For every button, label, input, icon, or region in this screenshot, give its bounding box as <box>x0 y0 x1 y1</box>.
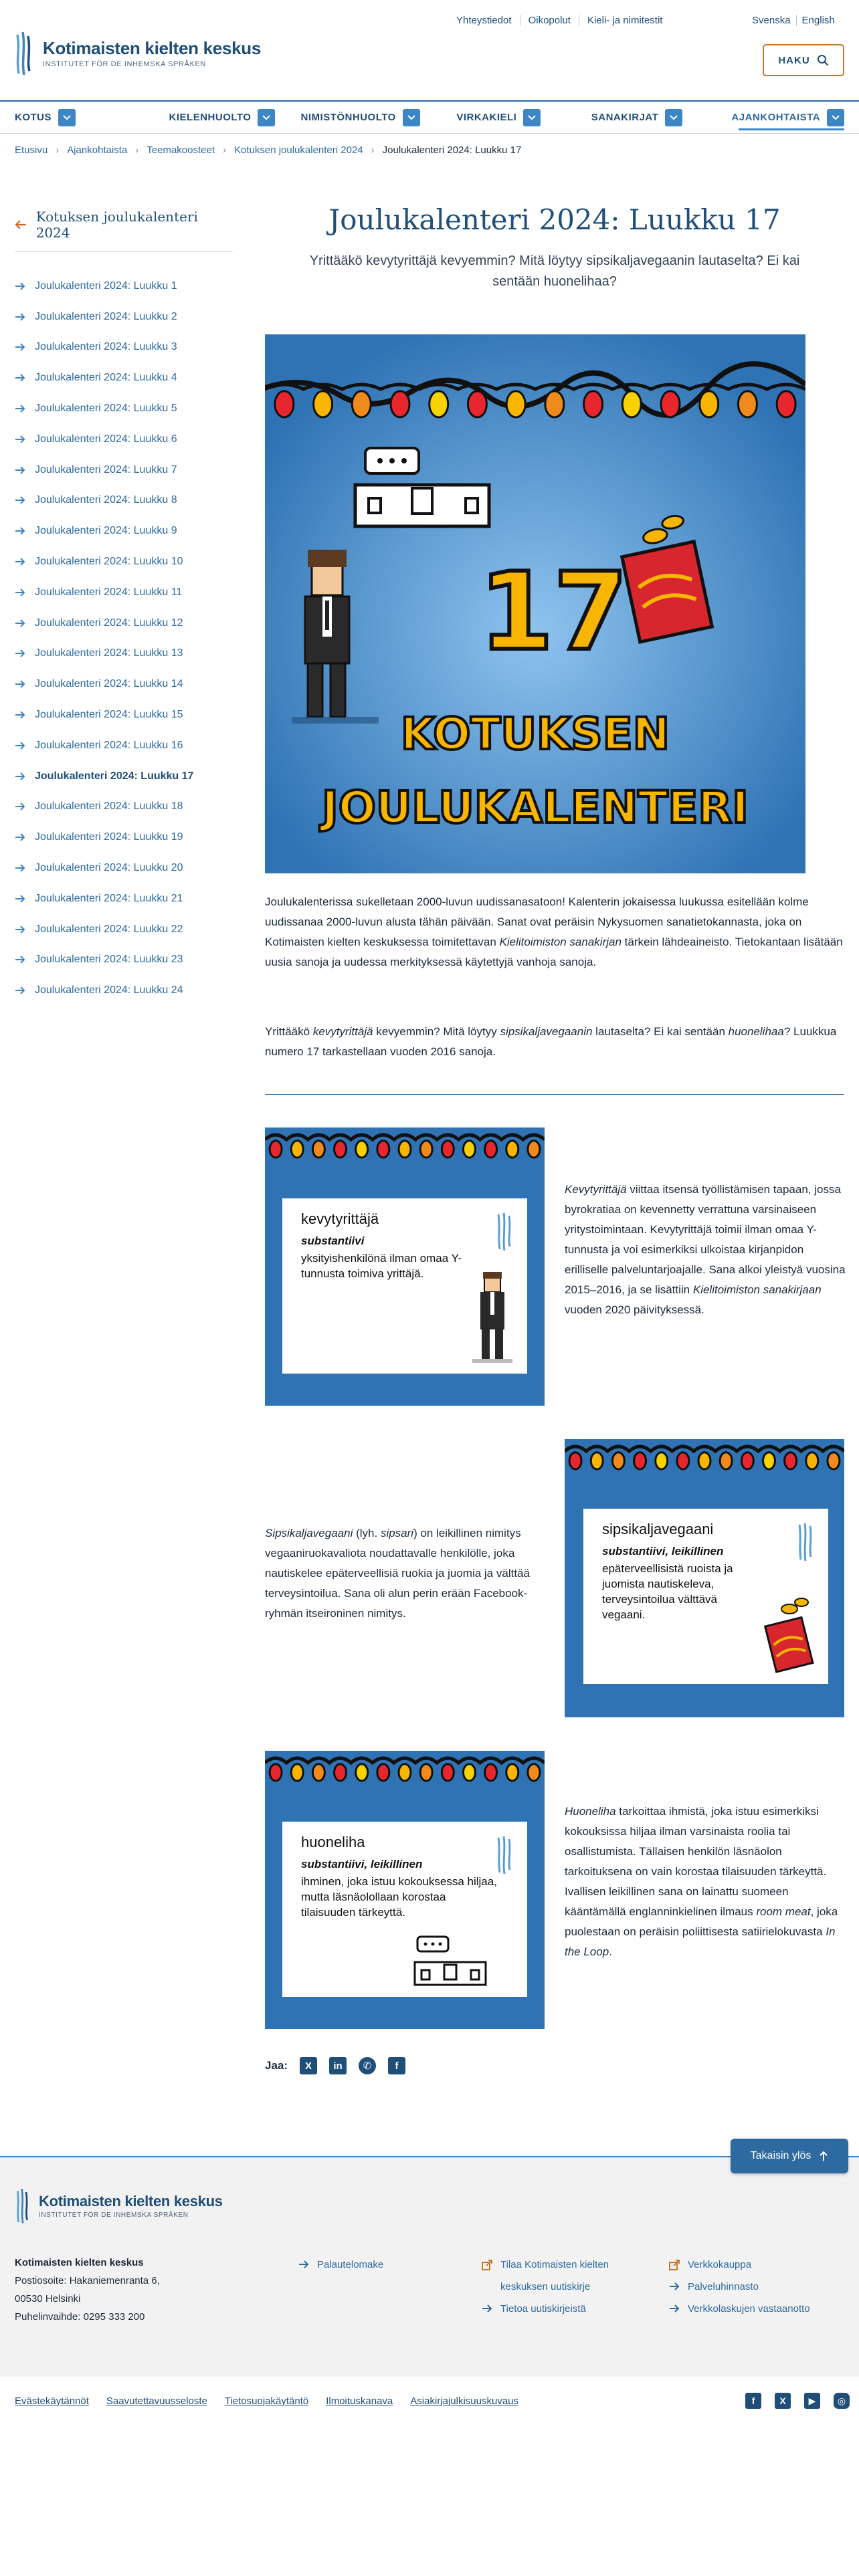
intro-paragraph-1 <box>265 892 844 972</box>
word-part-of-speech: substantiivi, leikillinen <box>602 1545 724 1558</box>
arrow-right-icon <box>15 925 25 934</box>
text-segment: Yrittääkö <box>265 1025 313 1038</box>
word-title: huoneliha <box>301 1834 365 1850</box>
light-bulb <box>420 1764 432 1781</box>
sidebar-item-label: Joulukalenteri 2024: Luukku 10 <box>35 556 183 568</box>
sidebar-item-label: Joulukalenteri 2024: Luukku 16 <box>35 739 183 751</box>
sidebar-item[interactable] <box>15 577 233 608</box>
nav-kielenhuolto[interactable] <box>153 102 292 133</box>
string-lights-decoration <box>265 1751 545 1818</box>
sidebar-item[interactable] <box>15 792 233 823</box>
intro-paragraph-2 <box>265 1022 844 1062</box>
light-bulb <box>270 1764 282 1781</box>
sidebar-item-label: Joulukalenteri 2024: Luukku 19 <box>35 831 183 843</box>
arrow-right-icon <box>15 496 25 505</box>
link-cookies[interactable]: Evästekäytännöt <box>15 2395 89 2407</box>
hero-line1: KOTUKSEN <box>401 708 670 760</box>
lang-english[interactable]: English <box>796 15 840 26</box>
arrow-right-icon <box>15 588 25 597</box>
chevron-right-icon: › <box>223 144 226 156</box>
breadcrumb-home[interactable]: Etusivu <box>15 144 48 156</box>
arrow-right-icon <box>15 649 25 658</box>
light-bulb <box>335 1141 347 1158</box>
sidebar-item[interactable] <box>15 975 233 1006</box>
footer-link-newsletter-info[interactable] <box>482 2298 609 2320</box>
footer-link-label: keskuksen uutiskirje <box>500 2281 591 2292</box>
back-to-top-label: Takaisin ylös <box>750 2150 812 2161</box>
nav-label: KIELENHUOLTO <box>169 112 252 123</box>
sidebar-item-label: Joulukalenteri 2024: Luukku 5 <box>35 403 177 415</box>
light-bulb <box>291 1141 303 1158</box>
light-bulb <box>391 391 409 417</box>
light-bulb <box>700 391 719 417</box>
sidebar-item[interactable] <box>15 271 233 302</box>
sidebar-item[interactable] <box>15 424 233 455</box>
site-logo[interactable] <box>15 29 261 76</box>
sidebar-item[interactable] <box>15 730 233 761</box>
light-bulb <box>468 391 486 417</box>
light-bulb <box>622 391 641 417</box>
chevron-down-icon <box>403 109 420 126</box>
word-part-of-speech: substantiivi <box>301 1235 365 1247</box>
site-footer <box>0 2156 859 2377</box>
sidebar-item-label: Joulukalenteri 2024: Luukku 12 <box>35 617 183 629</box>
chevron-down-icon <box>258 109 275 126</box>
light-bulb <box>506 1141 518 1158</box>
sidebar-item[interactable] <box>15 853 233 883</box>
sidebar-item[interactable] <box>15 393 233 424</box>
breadcrumb-current: Joulukalenteri 2024: Luukku 17 <box>382 144 522 156</box>
word-definition: yksityishenkilönä ilman omaa Y-tunnusta toimiva yrittäjä. <box>301 1252 462 1280</box>
text-segment: ) on leikillinen nimitys vegaaniruokavaliota noudattavalle henkilölle, joka nautiskelee epäterveellisiä ruokia ja juomia ja välttää terveysintoilua. Sana oli alun perin erään Facebook-ryhmän itseironinen nimitys. <box>265 1527 530 1620</box>
sidebar-item[interactable] <box>15 455 233 486</box>
light-bulb <box>275 391 294 417</box>
meeting-table-icon <box>413 1935 487 1989</box>
kotus-logo-icon <box>496 1835 512 1875</box>
light-bulb <box>828 1453 840 1469</box>
sidebar-item-label: Joulukalenteri 2024: Luukku 13 <box>35 647 183 659</box>
arrow-right-icon <box>15 986 25 995</box>
chevron-down-icon <box>827 109 844 126</box>
chevron-right-icon: › <box>135 144 139 156</box>
sidebar-item-label: Joulukalenteri 2024: Luukku 11 <box>35 586 183 598</box>
arrow-right-icon <box>669 2282 680 2291</box>
text-segment: tärkein lähdeaineisto. Tietokantaan lisätään uusia sanoja ja uudessa merkityksessä käytettyjä vanhoja sanoja. <box>265 936 843 968</box>
footer-link-label: Palautelomake <box>317 2259 384 2270</box>
text-segment-italic: Kevytyrittäjä <box>565 1183 627 1196</box>
sidebar-item[interactable] <box>15 516 233 546</box>
search-icon <box>817 54 829 66</box>
sidebar-item[interactable] <box>15 486 233 516</box>
footer-link-newsletter[interactable] <box>482 2254 609 2298</box>
word-definition: ihminen, joka istuu kokouksessa hiljaa, mutta läsnäolollaan korostaa tilaisuuden tärkeyttä. <box>301 1875 497 1919</box>
light-bulb <box>420 1141 432 1158</box>
word-explanation-sipsikaljavegaani <box>265 1523 545 1624</box>
arrow-right-icon <box>15 619 25 628</box>
arrow-right-icon <box>15 710 25 720</box>
light-bulb <box>569 1453 581 1469</box>
light-bulb <box>528 1764 540 1781</box>
search-label: HAKU <box>778 54 810 66</box>
arrow-right-icon <box>15 342 25 352</box>
kotus-logo-icon <box>15 29 35 76</box>
footer-org-name: Kotimaisten kielten keskus <box>15 2257 144 2268</box>
text-segment-italic: Kielitoimiston sanakirjaan <box>692 1283 822 1296</box>
word-explanation-huoneliha <box>565 1802 846 1962</box>
link-contacts[interactable]: Yhteystiedot <box>456 15 512 26</box>
linkedin-icon[interactable]: in <box>329 2057 347 2074</box>
sidebar-item-label: Joulukalenteri 2024: Luukku 7 <box>35 463 177 475</box>
text-segment-italic: sipsari <box>380 1527 414 1539</box>
main-navigation <box>0 100 859 134</box>
link-shortcuts[interactable]: Oikopolut <box>520 15 579 26</box>
whatsapp-icon[interactable]: ✆ <box>359 2057 376 2074</box>
arrow-right-icon <box>15 894 25 903</box>
sidebar-item-label: Joulukalenteri 2024: Luukku 9 <box>35 525 177 537</box>
text-segment: (lyh. <box>353 1527 381 1539</box>
footer-link-label: Verkkokauppa <box>688 2259 752 2270</box>
arrow-right-icon <box>669 2304 680 2313</box>
chips-bag-icon <box>763 1594 816 1675</box>
light-bulb <box>720 1453 732 1469</box>
sidebar-back-link[interactable] <box>15 209 233 252</box>
arrow-right-icon <box>15 833 25 842</box>
footer-link-label: Tietoa uutiskirjeistä <box>500 2303 586 2315</box>
text-segment: lautaselta? Ei kai sentään <box>592 1025 729 1038</box>
nav-label: AJANKOHTAISTA <box>731 112 821 123</box>
facebook-icon[interactable]: f <box>745 2393 761 2409</box>
chevron-down-icon <box>523 109 541 126</box>
light-bulb <box>312 1764 324 1781</box>
youtube-icon[interactable]: ▶ <box>804 2393 820 2409</box>
chevron-down-icon <box>58 109 76 126</box>
arrow-right-icon <box>298 2260 309 2269</box>
footer-logo-subtitle: INSTITUTET FÖR DE INHEMSKA SPRÅKEN <box>39 2211 189 2219</box>
word-card-inner <box>282 1198 527 1374</box>
light-bulb <box>463 1141 475 1158</box>
arrow-right-icon <box>15 741 25 750</box>
sidebar-item[interactable] <box>15 332 233 363</box>
search-button[interactable] <box>763 44 844 76</box>
light-bulb <box>806 1453 818 1469</box>
light-bulb <box>335 1764 347 1781</box>
hero-art <box>265 334 805 873</box>
businessman-icon <box>472 1272 512 1366</box>
string-lights-decoration <box>265 1128 545 1194</box>
text-segment-italic: kevytyrittäjä <box>312 1025 373 1038</box>
footer-link-label: Palveluhinnasto <box>688 2281 759 2292</box>
light-bulb <box>545 391 564 417</box>
instagram-icon[interactable]: ◎ <box>834 2393 850 2409</box>
footer-logo[interactable] <box>15 2187 223 2224</box>
light-bulb <box>377 1141 389 1158</box>
hero-number: 17 <box>479 549 628 674</box>
breadcrumb-news[interactable]: Ajankohtaista <box>67 144 128 156</box>
light-bulb <box>506 1764 518 1781</box>
sidebar-item[interactable] <box>15 822 233 853</box>
utility-links <box>448 15 670 26</box>
sidebar-item-label: Joulukalenteri 2024: Luukku 4 <box>35 372 177 384</box>
light-bulb <box>312 1141 324 1158</box>
arrow-right-icon <box>15 404 25 413</box>
text-segment: tarkoittaa ihmistä, joka istuu esimerkiksi kokouksissa hiljaa ilman varsinaista roolia tai osallistumista. Tällaisen henkilön läsnäolon tarkoituksena on vain korostaa tilaisuuden tärkeyttä. Ivallisen leikillinen sana on lainattu suomeen kääntämällä englanninkielinen ilmaus <box>565 1805 827 1918</box>
sidebar-list <box>15 271 233 1006</box>
text-segment-italic: In the Loop <box>565 1925 836 1958</box>
arrow-up-icon <box>819 2151 828 2161</box>
sidebar-item[interactable] <box>15 669 233 700</box>
word-card-sipsikaljavegaani <box>565 1439 844 1717</box>
word-title: kevytyrittäjä <box>301 1210 379 1227</box>
sidebar-back-label: Kotuksen joulukalenteri 2024 <box>35 209 198 241</box>
external-link-icon <box>669 2260 680 2270</box>
nav-virkakieli[interactable] <box>430 102 568 133</box>
sidebar-item[interactable] <box>15 914 233 945</box>
active-nav-indicator <box>739 128 844 130</box>
nav-sanakirjat[interactable] <box>568 102 706 133</box>
kotus-logo-icon <box>496 1212 512 1252</box>
footer-logo-title: Kotimaisten kielten keskus <box>39 2192 223 2210</box>
breadcrumb <box>15 144 521 156</box>
footer-address <box>15 2254 160 2326</box>
link-whistleblow[interactable]: Ilmoituskanava <box>326 2395 393 2407</box>
sidebar-item-label: Joulukalenteri 2024: Luukku 6 <box>35 433 177 445</box>
link-accessibility[interactable]: Saavutettavuusseloste <box>106 2395 207 2407</box>
light-bulb <box>677 1453 689 1469</box>
sidebar-item-label: Joulukalenteri 2024: Luukku 3 <box>35 341 177 353</box>
light-bulb <box>442 1764 454 1781</box>
text-segment: vuoden 2020 päivityksessä. <box>565 1303 704 1316</box>
text-segment: Joulukalenterissa sukelletaan 2000-luvun uudissanasatoon! Kalenterin jokaisessa luukussa esitellään kolme uudissanaa 2000-luvun alusta tähän päivään. Sanat ovat peräisin Nykysuomen sanatietokannasta, joka on Kotimaisten kielten keskuksessa toimitettavan <box>265 895 809 948</box>
nav-label: KOTUS <box>15 112 52 123</box>
facebook-icon[interactable]: f <box>388 2057 405 2074</box>
light-bulb <box>430 391 448 417</box>
text-segment-italic: Huoneliha <box>565 1805 616 1818</box>
arrow-right-icon <box>15 955 25 964</box>
sidebar-item-label: Joulukalenteri 2024: Luukku 24 <box>35 984 183 996</box>
light-bulb <box>528 1141 540 1158</box>
word-title: sipsikaljavegaani <box>602 1521 714 1537</box>
share-label: Jaa: <box>265 2059 288 2072</box>
light-bulb <box>352 391 371 417</box>
text-segment: kevyemmin? Mitä löytyy <box>373 1025 500 1038</box>
sidebar-item-label: Joulukalenteri 2024: Luukku 18 <box>35 800 183 813</box>
footer-address-line: 00530 Helsinki <box>15 2293 81 2304</box>
light-bulb <box>442 1141 454 1158</box>
light-bulb <box>399 1141 411 1158</box>
sidebar-item[interactable] <box>15 945 233 976</box>
word-card-inner <box>583 1509 828 1684</box>
text-segment-italic: sipsikaljavegaanin <box>500 1025 593 1038</box>
sidebar-item-label: Joulukalenteri 2024: Luukku 23 <box>35 954 183 966</box>
light-bulb <box>741 1453 753 1469</box>
light-bulb <box>763 1453 775 1469</box>
hero-line2: JOULUKALENTERI <box>322 782 749 833</box>
word-card-kevytyrittaja <box>265 1128 545 1406</box>
kotus-logo-icon <box>797 1522 814 1562</box>
kotus-logo-icon <box>15 2187 32 2224</box>
light-bulb <box>291 1764 303 1781</box>
footer-link-pricing[interactable] <box>669 2276 810 2298</box>
sidebar-item-label: Joulukalenteri 2024: Luukku 22 <box>35 923 183 935</box>
light-bulb <box>314 391 332 417</box>
sidebar-item-label: Joulukalenteri 2024: Luukku 2 <box>35 310 177 322</box>
light-bulb <box>591 1453 603 1469</box>
language-switcher <box>747 15 840 26</box>
arrow-right-icon <box>15 373 25 383</box>
footer-address-line: Postiosoite: Hakaniemenranta 6, <box>15 2275 160 2286</box>
word-card-inner <box>282 1822 527 1997</box>
nav-label: VIRKAKIELI <box>456 112 517 123</box>
sidebar-item-label: Joulukalenteri 2024: Luukku 8 <box>35 494 177 506</box>
footer-link-invoicing[interactable] <box>669 2298 810 2320</box>
light-bulb <box>463 1764 475 1781</box>
footer-link-shop[interactable] <box>669 2254 810 2276</box>
footer-link-label: Tilaa Kotimaisten kielten <box>500 2259 609 2270</box>
light-bulb <box>612 1453 624 1469</box>
light-bulb <box>584 391 603 417</box>
arrow-right-icon <box>15 863 25 873</box>
word-part-of-speech: substantiivi, leikillinen <box>301 1858 423 1870</box>
text-segment-italic: Sipsikaljavegaani <box>265 1527 353 1539</box>
string-lights-decoration <box>565 1439 844 1506</box>
sidebar-item[interactable] <box>15 546 233 577</box>
light-bulb <box>399 1764 411 1781</box>
light-bulb <box>656 1453 668 1469</box>
external-link-icon <box>482 2260 492 2270</box>
sidebar-item[interactable] <box>15 639 233 669</box>
footer-link-label: Verkkolaskujen vastaanotto <box>688 2303 810 2315</box>
sidebar-item[interactable] <box>15 302 233 332</box>
link-privacy[interactable]: Tietosuojakäytäntö <box>224 2395 309 2407</box>
light-bulb <box>738 391 757 417</box>
footer-phone: Puhelinvaihde: 0295 333 200 <box>15 2311 145 2323</box>
sidebar-item[interactable] <box>15 883 233 914</box>
breadcrumb-calendar[interactable]: Kotuksen joulukalenteri 2024 <box>234 144 363 156</box>
sidebar-item[interactable] <box>15 761 233 792</box>
light-bulb <box>661 391 680 417</box>
sidebar-item[interactable] <box>15 700 233 730</box>
arrow-right-icon <box>15 802 25 811</box>
light-bulb <box>377 1764 389 1781</box>
breadcrumb-themes[interactable]: Teemakoosteet <box>147 144 215 156</box>
chevron-right-icon: › <box>56 144 60 156</box>
light-bulb <box>777 391 795 417</box>
page-title: Joulukalenteri 2024: Luukku 17 <box>328 203 781 236</box>
arrow-right-icon <box>15 435 25 444</box>
light-bulb <box>485 1764 497 1781</box>
arrow-right-icon <box>15 282 25 291</box>
chevron-down-icon <box>665 109 682 126</box>
footer-column-2 <box>482 2254 609 2320</box>
nav-nimistonhuolto[interactable] <box>291 102 430 133</box>
link-language-tests[interactable]: Kieli- ja nimitestit <box>579 15 671 26</box>
arrow-right-icon <box>15 526 25 536</box>
logo-subtitle: INSTITUTET FÖR DE INHEMSKA SPRÅKEN <box>43 60 206 68</box>
sidebar <box>15 209 233 1006</box>
arrow-right-icon <box>15 465 25 475</box>
sidebar-item-label: Joulukalenteri 2024: Luukku 20 <box>35 862 183 874</box>
text-segment-italic: Kielitoimiston sanakirjan <box>499 936 622 948</box>
x-icon[interactable]: X <box>775 2393 791 2409</box>
sidebar-item-label: Joulukalenteri 2024: Luukku 15 <box>35 709 183 721</box>
chevron-right-icon: › <box>371 144 375 156</box>
lang-swedish[interactable]: Svenska <box>752 15 791 26</box>
text-segment: viittaa itsensä työllistämisen tapaan, jossa byrokratiaa on kevennetty verrattuna varsinaiseen yritystoimintaan. Kevytyrittäjä toimii ilman omaa Y-tunnusta ja voi esimerkiksi ulkoistaa kirjanpidon erilliselle palveluntarjoajalle. Sana alkoi yleistyä vuosina 2015–2016, ja se lisättiin <box>565 1183 846 1296</box>
light-bulb <box>356 1764 368 1781</box>
word-definition: epäterveellisistä ruoista ja juomista nautiskeleva, terveysintoilua välttävä vegaani. <box>602 1562 733 1621</box>
social-links <box>732 2393 850 2409</box>
share-bar <box>265 2057 405 2074</box>
text-segment: ? Luukkua numero 17 tarkastellaan vuoden 2016 sanoja. <box>265 1025 837 1058</box>
light-bulb <box>634 1453 646 1469</box>
arrow-right-icon <box>15 679 25 689</box>
section-divider <box>265 1094 844 1095</box>
link-document-publicity[interactable]: Asiakirjajulkisuuskuvaus <box>410 2395 518 2407</box>
light-bulb <box>698 1453 710 1469</box>
light-bulb <box>485 1141 497 1158</box>
nav-label: SANAKIRJAT <box>591 112 659 123</box>
arrow-left-icon <box>15 219 27 230</box>
sidebar-item-label: Joulukalenteri 2024: Luukku 17 <box>35 770 194 782</box>
arrow-right-icon <box>15 312 25 322</box>
sidebar-item-label: Joulukalenteri 2024: Luukku 14 <box>35 678 183 690</box>
word-card-huoneliha <box>265 1751 545 2029</box>
sidebar-item[interactable] <box>15 608 233 639</box>
footer-link-feedback[interactable] <box>298 2254 383 2276</box>
main-content <box>265 201 846 2072</box>
arrow-right-icon <box>15 557 25 566</box>
text-segment-italic: huonelihaa <box>728 1025 784 1038</box>
sidebar-item-label: Joulukalenteri 2024: Luukku 21 <box>35 892 183 904</box>
text-segment: , joka puolestaan on peräisin poliittisesta satiirielokuvasta <box>565 1905 838 1938</box>
footer-column-3 <box>669 2254 810 2320</box>
arrow-right-icon <box>15 772 25 781</box>
logo-title: Kotimaisten kielten keskus <box>43 37 261 58</box>
lead-text: Yrittääkö kevytyrittäjä kevyemmin? Mitä löytyy sipsikaljavegaanin lautaselta? Ei kai sentään huonelihaa? <box>309 253 800 289</box>
light-bulb <box>270 1141 282 1158</box>
sidebar-item-label: Joulukalenteri 2024: Luukku 1 <box>35 280 177 292</box>
text-segment: . <box>609 1945 612 1958</box>
text-segment-italic: room meat <box>756 1905 811 1918</box>
site-header <box>0 0 859 100</box>
footer-bottom-bar <box>0 2377 859 2429</box>
nav-kotus[interactable] <box>0 102 153 133</box>
footer-legal-links <box>15 2395 536 2407</box>
back-to-top-button[interactable] <box>731 2139 848 2173</box>
light-bulb <box>506 391 525 417</box>
arrow-right-icon <box>482 2304 492 2313</box>
sidebar-item[interactable] <box>15 362 233 393</box>
hero-illustration <box>265 334 805 873</box>
x-icon[interactable]: X <box>300 2057 317 2074</box>
word-explanation-kevytyrittaja <box>565 1180 846 1320</box>
light-bulb <box>356 1141 368 1158</box>
light-bulb <box>785 1453 797 1469</box>
footer-column-1 <box>298 2254 383 2276</box>
nav-label: NIMISTÖNHUOLTO <box>300 112 396 123</box>
